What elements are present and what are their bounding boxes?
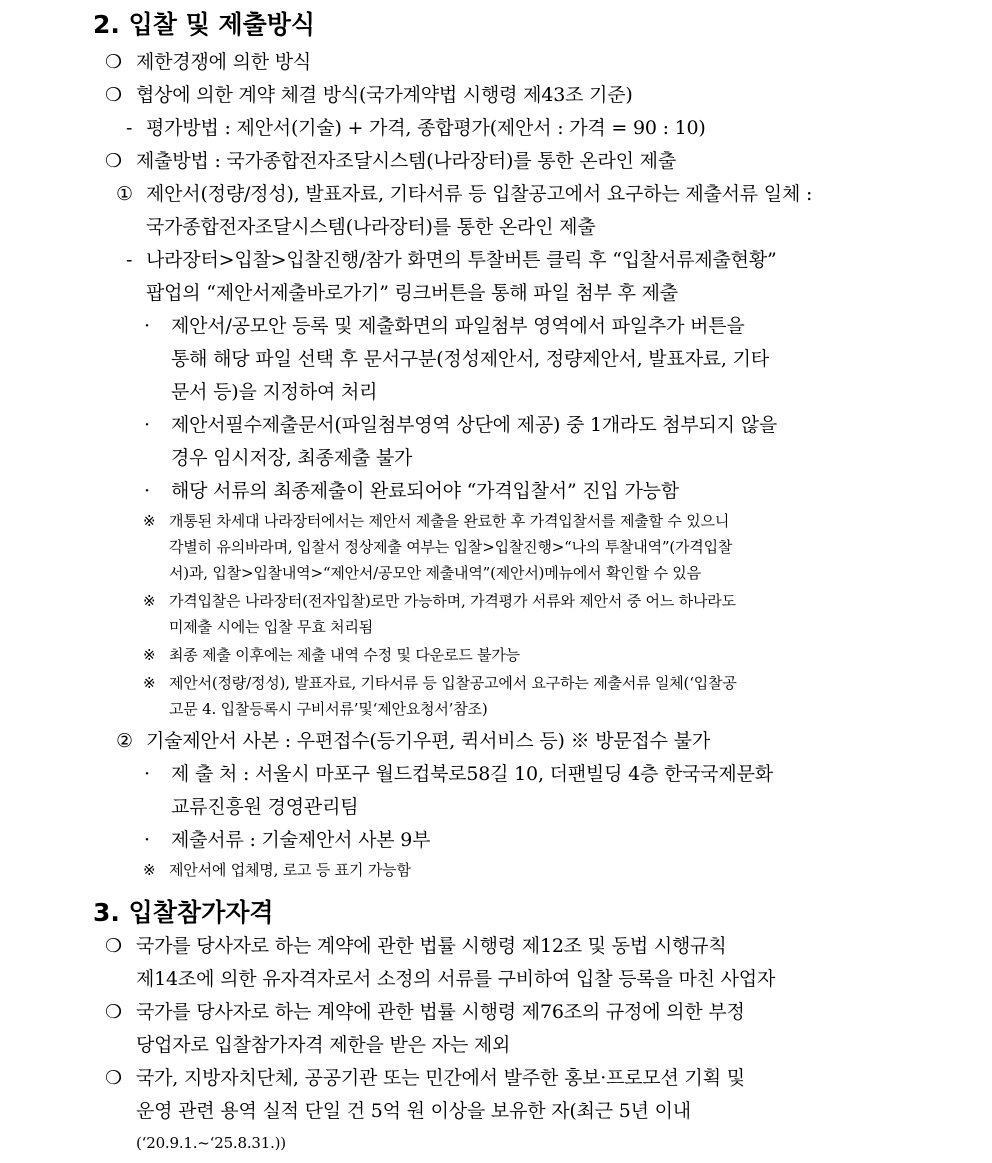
- section-title: 입찰참가자격: [128, 898, 274, 927]
- note-text: 고문 4. 입찰등록시 구비서류’및‘제안요청서’참조): [169, 700, 488, 718]
- section-number: 2.: [93, 10, 120, 39]
- note-text: 서)과, 입찰>입찰내역>“제안서/공모안 제출내역”(제안서)메뉴에서 확인할 수 있음: [169, 564, 701, 582]
- bullet-text: 협상에 의한 계약 체결 방식(국가계약법 시행령 제43조 기준): [136, 84, 633, 106]
- dash-marker-icon: -: [126, 117, 133, 139]
- dot-item-text: 경우 임시저장, 최종제출 불가: [171, 447, 413, 469]
- dot-marker-icon: ·: [144, 480, 150, 502]
- numbered-item-text: 국가종합전자조달시스템(나라장터)를 통한 온라인 제출: [146, 216, 596, 238]
- reference-mark-icon: ※: [143, 861, 156, 879]
- circle-bullet-icon: ❍: [105, 84, 123, 106]
- bullet-text: (‘20.9.1.~‘25.8.31.)): [136, 1134, 286, 1152]
- circle-bullet-icon: ❍: [105, 150, 123, 172]
- dot-item-text: 제안서필수제출문서(파일첨부영역 상단에 제공) 중 1개라도 첨부되지 않을: [171, 414, 777, 436]
- circle-bullet-icon: ❍: [105, 1067, 123, 1089]
- dot-marker-icon: ·: [144, 763, 150, 785]
- note-text: 가격입찰은 나라장터(전자입찰)로만 가능하며, 가격평가 서류와 제안서 중 어느 하나라도: [169, 592, 736, 610]
- dot-item-text: 교류진흥원 경영관리팀: [171, 796, 359, 818]
- note-text: 미제출 시에는 입찰 무효 처리됨: [169, 618, 374, 636]
- circle-bullet-icon: ❍: [105, 935, 123, 957]
- bullet-text: 운영 관련 용역 실적 단일 건 5억 원 이상을 보유한 자(최근 5년 이내: [136, 1100, 691, 1122]
- dot-marker-icon: ·: [144, 829, 150, 851]
- circle-bullet-icon: ❍: [105, 1001, 123, 1023]
- bullet-text: 국가를 당사자로 하는 계약에 관한 법률 시행령 제12조 및 동법 시행규칙: [136, 935, 727, 957]
- dot-item-text: 제출서류 : 기술제안서 사본 9부: [171, 829, 431, 851]
- sub-item-text: 팝업의 “제안서제출바로가기” 링크버튼을 통해 파일 첨부 후 제출: [146, 282, 678, 304]
- numbered-item-text: 제안서(정량/정성), 발표자료, 기타서류 등 입찰공고에서 요구하는 제출서류 일체 :: [146, 183, 813, 205]
- bullet-text: 국가를 당사자로 하는 계약에 관한 법률 시행령 제76조의 규정에 의한 부정: [136, 1001, 745, 1023]
- note-text: 각별히 유의바라며, 입찰서 정상제출 여부는 입찰>입찰진행>“나의 투찰내역”(가격입찰: [169, 538, 733, 556]
- dot-item-text: 통해 해당 파일 선택 후 문서구분(정성제안서, 정량제안서, 발표자료, 기타: [171, 348, 769, 370]
- reference-mark-icon: ※: [143, 592, 156, 610]
- reference-mark-icon: ※: [143, 674, 156, 692]
- section-heading: [93, 900, 274, 925]
- circled-number-two-icon: ②: [116, 730, 133, 752]
- dot-item-text: 제 출 처 : 서울시 마포구 월드컵북로58길 10, 더팬빌딩 4층 한국국제문화: [171, 763, 773, 785]
- note-text: 제안서(정량/정성), 발표자료, 기타서류 등 입찰공고에서 요구하는 제출서류 일체(‘입찰공: [169, 674, 737, 692]
- bullet-text: 제한경쟁에 의한 방식: [136, 51, 312, 73]
- reference-mark-icon: ※: [143, 512, 156, 530]
- numbered-item-text: 기술제안서 사본 : 우편접수(등기우편, 퀵서비스 등) ※ 방문접수 불가: [146, 730, 710, 752]
- dot-item-text: 문서 등)을 지정하여 처리: [171, 381, 378, 403]
- dot-marker-icon: ·: [144, 414, 150, 436]
- section-heading: [93, 12, 315, 37]
- bullet-text: 당업자로 입찰참가자격 제한을 받은 자는 제외: [136, 1034, 511, 1056]
- sub-item-text: 나라장터>입찰>입찰진행/참가 화면의 투찰버튼 클릭 후 “입찰서류제출현황”: [146, 249, 777, 271]
- circled-number-one-icon: ①: [116, 183, 133, 205]
- dash-marker-icon: -: [126, 249, 133, 271]
- dot-marker-icon: ·: [144, 315, 150, 337]
- note-text: 개통된 차세대 나라장터에서는 제안서 제출을 완료한 후 가격입찰서를 제출할 수 있으니: [169, 512, 730, 530]
- bullet-text: 제14조에 의한 유자격자로서 소정의 서류를 구비하여 입찰 등록을 마친 사업자: [136, 968, 776, 990]
- bullet-text: 국가, 지방자치단체, 공공기관 또는 민간에서 발주한 홍보·프로모션 기획 및: [136, 1067, 745, 1089]
- dot-item-text: 제안서/공모안 등록 및 제출화면의 파일첨부 영역에서 파일추가 버튼을: [171, 315, 745, 337]
- sub-item-text: 평가방법 : 제안서(기술) + 가격, 종합평가(제안서 : 가격 = 90 : 10): [146, 117, 706, 139]
- section-number: 3.: [93, 898, 120, 927]
- reference-mark-icon: ※: [143, 646, 156, 664]
- section-title: 입찰 및 제출방식: [128, 10, 316, 39]
- note-text: 최종 제출 이후에는 제출 내역 수정 및 다운로드 불가능: [169, 646, 520, 664]
- note-text: 제안서에 업체명, 로고 등 표기 가능함: [169, 861, 411, 879]
- dot-item-text: 해당 서류의 최종제출이 완료되어야 “가격입찰서” 진입 가능함: [171, 480, 679, 502]
- circle-bullet-icon: ❍: [105, 51, 123, 73]
- bullet-text: 제출방법 : 국가종합전자조달시스템(나라장터)를 통한 온라인 제출: [136, 150, 676, 172]
